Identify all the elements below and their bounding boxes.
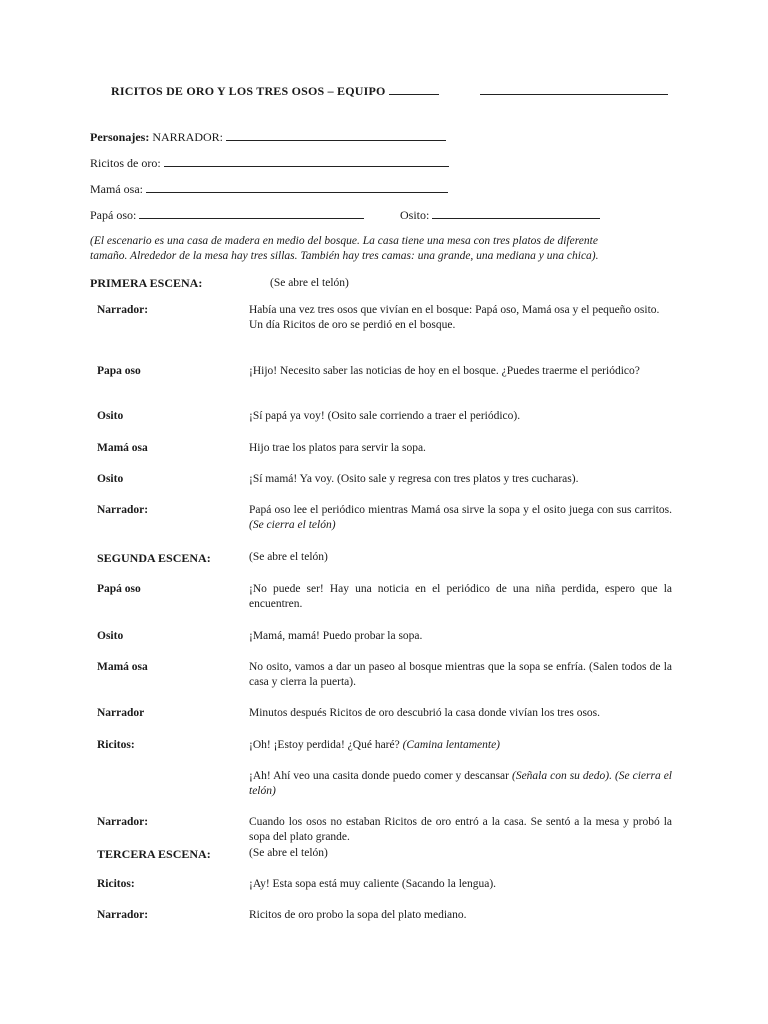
dialog-papa-oso-1: ¡Hijo! Necesito saber las noticias de hoy en el bosque. ¿Puedes traerme el periódico? [249, 365, 640, 377]
speaker-narrador-3: Narrador [97, 707, 145, 719]
setting-line-2: tamaño. Alrededor de la mesa hay tres sillas. También hay tres camas: una grande, una mediana y una chica). [90, 250, 599, 262]
cast-osito-row [400, 207, 600, 223]
dialog-ricitos-3: ¡Ay! Esta sopa está muy caliente (Sacando la lengua). [249, 878, 497, 890]
cast-ricitos-row [90, 155, 449, 171]
scene-3-note: (Se abre el telón) [249, 847, 328, 859]
dialog-osito-1: ¡Sí papá ya voy! (Osito sale corriendo a traer el periódico). [249, 410, 521, 422]
dialog-osito-3: ¡Mamá, mamá! Puedo probar la sopa. [249, 630, 423, 642]
dialog-narrador-5: Ricitos de oro probo la sopa del plato mediano. [249, 909, 467, 921]
team-name-blank [480, 83, 668, 95]
dialog-ricitos-1 [249, 738, 672, 753]
dialog-ricitos-2 [249, 769, 672, 799]
cast-label: Personajes: [90, 130, 150, 144]
stage-direction: (Se cierra el telón) [249, 519, 336, 531]
scene-3-title: TERCERA ESCENA: [97, 847, 211, 861]
speaker-narrador-4: Narrador: [97, 816, 149, 828]
cast-papa-row [90, 207, 364, 223]
scene-1-note: (Se abre el telón) [270, 277, 349, 289]
cast-narrador-label: NARRADOR: [152, 130, 224, 144]
scene-1-title: PRIMERA ESCENA: [90, 276, 203, 290]
cast-osito-label: Osito: [400, 208, 430, 222]
dialog-papa-oso-2: ¡No puede ser! Hay una noticia en el periódico de una niña perdida, espero que la encuentren. [249, 583, 672, 610]
dialog-text: ¡Ah! Ahí veo una casita donde puedo comer y descansar [249, 770, 509, 782]
dialog-text: ¡Oh! ¡Estoy perdida! ¿Qué haré? [249, 739, 400, 751]
team-number-blank [389, 83, 439, 95]
dialog-line: Un día Ricitos de oro se perdió en el bosque. [249, 319, 456, 331]
scene-2-note: (Se abre el telón) [249, 551, 328, 563]
page-title [111, 83, 668, 99]
mama-blank [146, 181, 448, 193]
speaker-narrador-5: Narrador: [97, 909, 149, 921]
speaker-ricitos-1: Ricitos: [97, 739, 135, 751]
speaker-mama-osa-2: Mamá osa [97, 661, 148, 673]
speaker-narrador-2: Narrador: [97, 504, 149, 516]
ricitos-blank [164, 155, 449, 167]
speaker-narrador-1: Narrador: [97, 304, 149, 316]
speaker-papa-oso-1: Papa oso [97, 365, 141, 377]
dialog-narrador-2 [249, 503, 672, 533]
dialog-narrador-3: Minutos después Ricitos de oro descubrió la casa donde vivían los tres osos. [249, 707, 601, 719]
cast-narrador-row [90, 129, 446, 145]
title-text: RICITOS DE ORO Y LOS TRES OSOS – EQUIPO [111, 84, 386, 98]
speaker-mama-osa-1: Mamá osa [97, 442, 148, 454]
dialog-mama-osa-2: No osito, vamos a dar un paseo al bosque mientras que la sopa se enfría. (Salen todos de la casa y cierra la puerta). [249, 661, 672, 688]
papa-blank [139, 207, 364, 219]
speaker-papa-oso-2: Papá oso [97, 583, 141, 595]
cast-mama-label: Mamá osa: [90, 182, 143, 196]
narrador-blank [226, 129, 446, 141]
dialog-narrador-1 [249, 303, 672, 333]
speaker-osito-2: Osito [97, 473, 124, 485]
dialog-text: Papá oso lee el periódico mientras Mamá osa sirve la sopa y el osito juega con sus carritos. [249, 504, 672, 516]
setting-line-1: (El escenario es una casa de madera en medio del bosque. La casa tiene una mesa con tres platos de diferente [90, 235, 598, 247]
osito-blank [432, 207, 600, 219]
dialog-line: Había una vez tres osos que vivían en el bosque: Papá oso, Mamá osa y el pequeño osito. [249, 304, 660, 316]
cast-papa-label: Papá oso: [90, 208, 137, 222]
dialog-mama-osa-1: Hijo trae los platos para servir la sopa. [249, 442, 426, 454]
stage-direction: (Señala con su dedo). (Se cierra el telón) [249, 770, 673, 797]
cast-ricitos-label: Ricitos de oro: [90, 156, 161, 170]
stage-direction: (Camina lentamente) [402, 739, 501, 751]
speaker-osito-3: Osito [97, 630, 124, 642]
speaker-ricitos-2: Ricitos: [97, 878, 135, 890]
dialog-osito-2: ¡Sí mamá! Ya voy. (Osito sale y regresa con tres platos y tres cucharas). [249, 473, 579, 485]
dialog-narrador-4: Cuando los osos no estaban Ricitos de oro entró a la casa. Se sentó a la mesa y probó la sopa del plato grande. [249, 816, 672, 843]
cast-mama-row [90, 181, 448, 197]
speaker-osito-1: Osito [97, 410, 124, 422]
scene-2-title: SEGUNDA ESCENA: [97, 551, 211, 565]
